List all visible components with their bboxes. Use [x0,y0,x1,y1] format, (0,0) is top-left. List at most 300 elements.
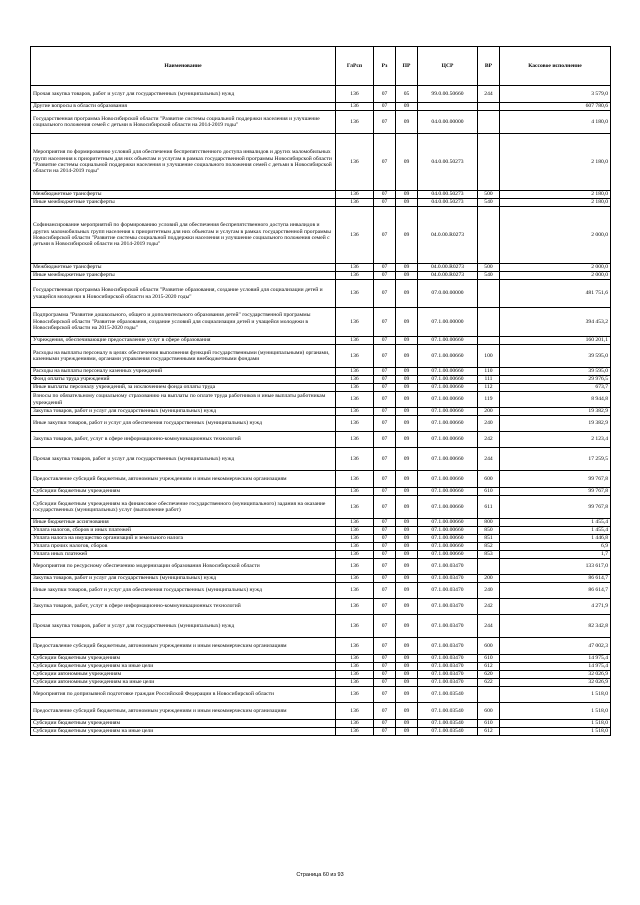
cell-vr [478,103,500,111]
cell-name: Межбюджетные трансферты [31,264,336,272]
cell-name: Фонд оплаты труда учреждений [31,376,336,384]
table-row [31,345,611,368]
cell-grp: 136 [336,264,374,272]
cell-csr: 07.1.00.03470 [418,679,478,687]
table-row [31,272,611,280]
cell-vr: 242 [478,432,500,448]
cell-csr: 07.1.00.03540 [418,720,478,728]
header-rz: Рз [374,47,396,86]
cell-pr: 09 [396,583,418,599]
cell-grp: 136 [336,376,374,384]
cell-grp: 136 [336,272,374,280]
cell-name: Учреждения, обеспечивающие предоставление услуг в сфере образования [31,337,336,345]
cell-rz: 07 [374,432,396,448]
cell-rz: 07 [374,728,396,736]
cell-name: Расходы на выплаты персоналу казенных учреждений [31,368,336,376]
cell-name: Подпрограмма "Развитие дошкольного, общего и дополнительного образования детей" государственной программы Новосибирской области "Развитие образования, создание условий для социализации детей и учащейся молодежи в Новосибирской области на 2015-2020 годы" [31,308,336,337]
cell-rz: 07 [374,638,396,655]
table-row [31,679,611,687]
table-row [31,408,611,416]
cell-name: Уплата налогов, сборов и иных платежей [31,527,336,535]
cell-csr: 04.0.00.50273 [418,199,478,207]
cell-pr: 09 [396,496,418,519]
cell-name: Взносы по обязательному социальному страхованию на выплаты по оплате труда работников и иные выплаты работникам учреждений [31,392,336,408]
cell-vr: 851 [478,535,500,543]
cell-name: Субсидии бюджетным учреждениям [31,488,336,496]
table-row [31,308,611,337]
table-row [31,207,611,264]
table-row [31,575,611,583]
cell-vr: 110 [478,368,500,376]
cell-name: Субсидии автономным учреждениям [31,671,336,679]
cell-vr [478,337,500,345]
table-row [31,535,611,543]
cell-csr: 04.0.00.R0273 [418,207,478,264]
header-vr: ВР [478,47,500,86]
cell-pr: 09 [396,527,418,535]
cell-csr: 07.1.00.03470 [418,663,478,671]
cell-pr: 09 [396,264,418,272]
cell-vr: 200 [478,408,500,416]
cell-csr: 07.1.00.03470 [418,583,478,599]
cell-grp: 136 [336,207,374,264]
cell-amount: 99 767,8 [500,496,611,519]
cell-vr: 242 [478,599,500,615]
cell-amount: 6,9 [500,543,611,551]
cell-grp: 136 [336,134,374,191]
table-row [31,583,611,599]
cell-amount: 39 595,0 [500,345,611,368]
table-row [31,86,611,103]
cell-grp: 136 [336,535,374,543]
cell-grp: 136 [336,543,374,551]
cell-csr: 07.1.00.00660 [418,488,478,496]
cell-grp: 136 [336,337,374,345]
cell-rz: 07 [374,207,396,264]
cell-csr: 07.1.00.03540 [418,687,478,703]
cell-vr: 600 [478,471,500,488]
cell-rz: 07 [374,308,396,337]
cell-amount: 481 751,6 [500,280,611,308]
table-row [31,134,611,191]
cell-amount: 133 617,0 [500,559,611,575]
cell-grp: 136 [336,448,374,471]
cell-pr: 09 [396,599,418,615]
cell-csr: 07.1.00.00660 [418,416,478,432]
cell-name: Государственная программа Новосибирской области "Развитие образования, создание условий для социализации детей и учащейся молодежи в Новосибирской области на 2015-2020 годы" [31,280,336,308]
cell-amount: 1 518,0 [500,728,611,736]
cell-rz: 07 [374,615,396,638]
cell-rz: 07 [374,408,396,416]
cell-csr: 07.1.00.00660 [418,551,478,559]
cell-amount: 2 000,0 [500,272,611,280]
cell-amount: 19 382,9 [500,408,611,416]
cell-amount: 19 382,9 [500,416,611,432]
table-row [31,368,611,376]
budget-table [30,46,611,736]
cell-rz: 07 [374,272,396,280]
cell-rz: 07 [374,583,396,599]
cell-rz: 07 [374,535,396,543]
cell-name: Уплата прочих налогов, сборов [31,543,336,551]
cell-name: Прочая закупка товаров, работ и услуг для государственных (муниципальных) нужд [31,448,336,471]
cell-amount: 8 944,8 [500,392,611,408]
cell-rz: 07 [374,599,396,615]
header-csr: ЦСР [418,47,478,86]
cell-amount: 1 518,0 [500,720,611,728]
cell-vr: 600 [478,703,500,720]
cell-vr: 622 [478,679,500,687]
cell-name: Иные межбюджетные трансферты [31,272,336,280]
table-row [31,448,611,471]
cell-csr: 04.0.00.R0273 [418,272,478,280]
table-row [31,111,611,134]
cell-vr: 100 [478,345,500,368]
cell-grp: 136 [336,280,374,308]
table-row [31,655,611,663]
cell-csr: 07.1.00.00660 [418,368,478,376]
cell-amount: 99 767,8 [500,471,611,488]
cell-amount: 4 271,9 [500,599,611,615]
cell-vr [478,280,500,308]
cell-csr: 07.0.00.00000 [418,280,478,308]
cell-name: Предоставление субсидий бюджетным, автономным учреждениям и иным некоммерческим организациям [31,471,336,488]
cell-amount: 607 780,6 [500,103,611,111]
cell-pr: 09 [396,308,418,337]
cell-rz: 07 [374,687,396,703]
cell-pr: 09 [396,345,418,368]
cell-csr [418,103,478,111]
cell-csr: 07.1.00.00000 [418,308,478,337]
table-row [31,559,611,575]
cell-amount: 32 026,9 [500,679,611,687]
cell-vr: 500 [478,264,500,272]
cell-amount: 3 579,0 [500,86,611,103]
cell-name: Предоставление субсидий бюджетным, автономным учреждениям и иным некоммерческим организациям [31,703,336,720]
cell-rz: 07 [374,111,396,134]
cell-pr: 09 [396,488,418,496]
cell-amount: 1,7 [500,551,611,559]
cell-grp: 136 [336,488,374,496]
cell-csr: 07.1.00.00660 [418,392,478,408]
cell-vr [478,687,500,703]
table-row [31,376,611,384]
cell-name: Иные закупки товаров, работ и услуг для обеспечения государственных (муниципальных) нужд [31,583,336,599]
cell-grp: 136 [336,416,374,432]
cell-csr: 07.1.00.03540 [418,728,478,736]
cell-vr: 612 [478,663,500,671]
cell-name: Субсидии бюджетным учреждениям [31,655,336,663]
cell-amount: 82 342,8 [500,615,611,638]
cell-rz: 07 [374,543,396,551]
cell-pr: 09 [396,111,418,134]
cell-vr: 600 [478,638,500,655]
cell-amount: 29 976,5 [500,376,611,384]
cell-grp: 136 [336,575,374,583]
cell-pr: 09 [396,720,418,728]
cell-pr: 09 [396,103,418,111]
table-row [31,103,611,111]
table-row [31,638,611,655]
cell-name: Мероприятия по допризывной подготовке граждан Российской Федерации в Новосибирской области [31,687,336,703]
cell-grp: 136 [336,655,374,663]
cell-grp: 136 [336,471,374,488]
cell-amount: 99 767,8 [500,488,611,496]
cell-amount: 2 180,0 [500,191,611,199]
cell-rz: 07 [374,337,396,345]
table-row [31,384,611,392]
table-row [31,191,611,199]
cell-vr: 620 [478,671,500,679]
table-row [31,496,611,519]
cell-pr: 09 [396,191,418,199]
cell-vr: 540 [478,199,500,207]
cell-rz: 07 [374,134,396,191]
cell-amount: 673,7 [500,384,611,392]
cell-amount: 2 180,0 [500,199,611,207]
cell-csr: 04.0.00.R0273 [418,264,478,272]
cell-vr: 244 [478,615,500,638]
cell-pr: 09 [396,728,418,736]
cell-grp: 136 [336,679,374,687]
cell-csr: 07.1.00.00660 [418,432,478,448]
cell-grp: 136 [336,687,374,703]
header-amount: Кассовое исполнение [500,47,611,86]
cell-amount: 14 975,4 [500,663,611,671]
cell-csr: 07.1.00.03540 [418,703,478,720]
cell-csr: 07.1.00.03470 [418,599,478,615]
cell-pr: 09 [396,384,418,392]
table-row [31,720,611,728]
cell-pr: 09 [396,543,418,551]
table-row [31,671,611,679]
cell-vr: 112 [478,384,500,392]
cell-amount: 2 000,0 [500,264,611,272]
cell-rz: 07 [374,280,396,308]
cell-grp: 136 [336,671,374,679]
cell-vr: 240 [478,583,500,599]
cell-grp: 136 [336,559,374,575]
cell-pr: 09 [396,519,418,527]
cell-pr: 09 [396,638,418,655]
cell-csr: 07.1.00.03470 [418,638,478,655]
cell-vr: 240 [478,416,500,432]
cell-name: Мероприятия по ресурсному обеспечению модернизации образования Новосибирской области [31,559,336,575]
cell-rz: 07 [374,345,396,368]
cell-vr: 610 [478,655,500,663]
cell-pr: 09 [396,448,418,471]
cell-amount: 86 614,7 [500,583,611,599]
cell-grp: 136 [336,663,374,671]
cell-rz: 07 [374,191,396,199]
cell-rz: 07 [374,519,396,527]
table-row [31,199,611,207]
cell-rz: 07 [374,376,396,384]
cell-vr: 611 [478,496,500,519]
cell-name: Субсидии автономным учреждениям на иные цели [31,679,336,687]
cell-rz: 07 [374,488,396,496]
cell-pr: 09 [396,337,418,345]
cell-vr: 610 [478,488,500,496]
table-row [31,264,611,272]
cell-csr: 07.1.00.03470 [418,671,478,679]
cell-pr: 09 [396,408,418,416]
cell-pr: 09 [396,615,418,638]
table-row [31,337,611,345]
cell-grp: 136 [336,432,374,448]
table-row [31,543,611,551]
cell-amount: 86 614,7 [500,575,611,583]
cell-grp: 136 [336,720,374,728]
header-pr: ПР [396,47,418,86]
cell-csr: 07.1.00.00660 [418,496,478,519]
cell-amount: 394 453,2 [500,308,611,337]
table-row [31,488,611,496]
cell-grp: 136 [336,583,374,599]
budget-report-page [30,46,610,736]
cell-rz: 07 [374,448,396,471]
cell-name: Межбюджетные трансферты [31,191,336,199]
table-row [31,392,611,408]
cell-csr: 04.0.00.50273 [418,191,478,199]
cell-grp: 136 [336,599,374,615]
cell-vr: 200 [478,575,500,583]
cell-vr [478,134,500,191]
cell-csr: 07.1.00.00660 [418,448,478,471]
cell-csr: 07.1.00.00660 [418,384,478,392]
cell-rz: 07 [374,416,396,432]
cell-name: Прочая закупка товаров, работ и услуг для государственных (муниципальных) нужд [31,86,336,103]
header-grp: ГлРсп [336,47,374,86]
cell-pr: 09 [396,471,418,488]
cell-amount: 160 201,1 [500,337,611,345]
cell-amount: 1 518,0 [500,687,611,703]
table-row [31,615,611,638]
cell-pr: 09 [396,535,418,543]
table-row [31,432,611,448]
cell-csr: 07.1.00.00660 [418,535,478,543]
cell-csr: 07.1.00.00660 [418,471,478,488]
cell-amount: 32 026,9 [500,671,611,679]
cell-rz: 07 [374,496,396,519]
cell-rz: 07 [374,471,396,488]
cell-grp: 136 [336,551,374,559]
table-row [31,416,611,432]
cell-grp: 136 [336,345,374,368]
cell-amount: 2 000,0 [500,207,611,264]
cell-csr: 07.1.00.00660 [418,337,478,345]
cell-amount: 1 455,4 [500,519,611,527]
cell-grp: 136 [336,384,374,392]
cell-csr: 07.1.00.00660 [418,519,478,527]
cell-rz: 07 [374,663,396,671]
cell-grp: 136 [336,86,374,103]
cell-amount: 1 518,0 [500,703,611,720]
cell-amount: 1 455,4 [500,527,611,535]
cell-vr: 540 [478,272,500,280]
cell-vr [478,111,500,134]
table-row [31,519,611,527]
cell-rz: 07 [374,103,396,111]
cell-rz: 07 [374,559,396,575]
cell-grp: 136 [336,527,374,535]
cell-pr: 09 [396,559,418,575]
cell-name: Субсидии бюджетным учреждениям на иные цели [31,663,336,671]
cell-name: Другие вопросы в области образования [31,103,336,111]
cell-amount: 47 002,3 [500,638,611,655]
cell-vr: 852 [478,543,500,551]
cell-name: Уплата налога на имущество организаций и земельного налога [31,535,336,543]
cell-pr: 09 [396,575,418,583]
cell-csr: 04.0.00.50273 [418,134,478,191]
cell-name: Закупка товаров, работ, услуг в сфере информационно-коммуникационных технологий [31,599,336,615]
cell-rz: 07 [374,527,396,535]
cell-pr: 09 [396,134,418,191]
cell-pr: 09 [396,671,418,679]
cell-name: Субсидии бюджетным учреждениям на финансовое обеспечение государственного (муниципального) задания на оказание государственных (муниципальных) услуг (выполнение работ) [31,496,336,519]
cell-amount: 39 595,0 [500,368,611,376]
cell-vr: 244 [478,448,500,471]
cell-vr: 610 [478,720,500,728]
cell-name: Иные закупки товаров, работ и услуг для обеспечения государственных (муниципальных) нужд [31,416,336,432]
page-number: Страница 60 из 93 [296,872,344,878]
cell-csr: 07.1.00.00660 [418,408,478,416]
cell-vr: 612 [478,728,500,736]
cell-pr: 09 [396,199,418,207]
table-row [31,471,611,488]
table-row [31,551,611,559]
cell-grp: 136 [336,638,374,655]
cell-csr: 99.0.00.50660 [418,86,478,103]
cell-name: Предоставление субсидий бюджетным, автономным учреждениям и иным некоммерческим организациям [31,638,336,655]
table-header-row [31,47,611,86]
cell-pr: 09 [396,207,418,264]
table-row [31,687,611,703]
cell-pr: 09 [396,679,418,687]
cell-pr: 09 [396,551,418,559]
cell-pr: 05 [396,86,418,103]
cell-amount: 17 259,5 [500,448,611,471]
cell-pr: 09 [396,703,418,720]
cell-amount: 4 180,0 [500,111,611,134]
table-row [31,599,611,615]
cell-pr: 09 [396,392,418,408]
cell-grp: 136 [336,519,374,527]
cell-grp: 136 [336,199,374,207]
cell-grp: 136 [336,615,374,638]
cell-vr [478,207,500,264]
cell-name: Уплата иных платежей [31,551,336,559]
cell-rz: 07 [374,392,396,408]
cell-pr: 09 [396,280,418,308]
cell-rz: 07 [374,679,396,687]
cell-vr [478,308,500,337]
cell-rz: 07 [374,368,396,376]
cell-name: Закупка товаров, работ, услуг в сфере информационно-коммуникационных технологий [31,432,336,448]
cell-vr: 853 [478,551,500,559]
cell-vr: 500 [478,191,500,199]
cell-name: Мероприятия по формированию условий для обеспечения беспрепятственного доступа инвалидов и других маломобильных групп населения к приоритетным для них объектам и услугам в рамках государственной программы Новосибирской области "Развитие системы социальной поддержки населения и улучшение социального положения семей с детьми в Новосибирской области на 2014-2019 годы" [31,134,336,191]
cell-csr: 07.1.00.03470 [418,575,478,583]
cell-rz: 07 [374,86,396,103]
cell-vr: 850 [478,527,500,535]
cell-name: Закупка товаров, работ и услуг для государственных (муниципальных) нужд [31,408,336,416]
cell-name: Прочая закупка товаров, работ и услуг для государственных (муниципальных) нужд [31,615,336,638]
cell-grp: 136 [336,728,374,736]
table-row [31,280,611,308]
table-row [31,527,611,535]
cell-name: Закупка товаров, работ и услуг для государственных (муниципальных) нужд [31,575,336,583]
